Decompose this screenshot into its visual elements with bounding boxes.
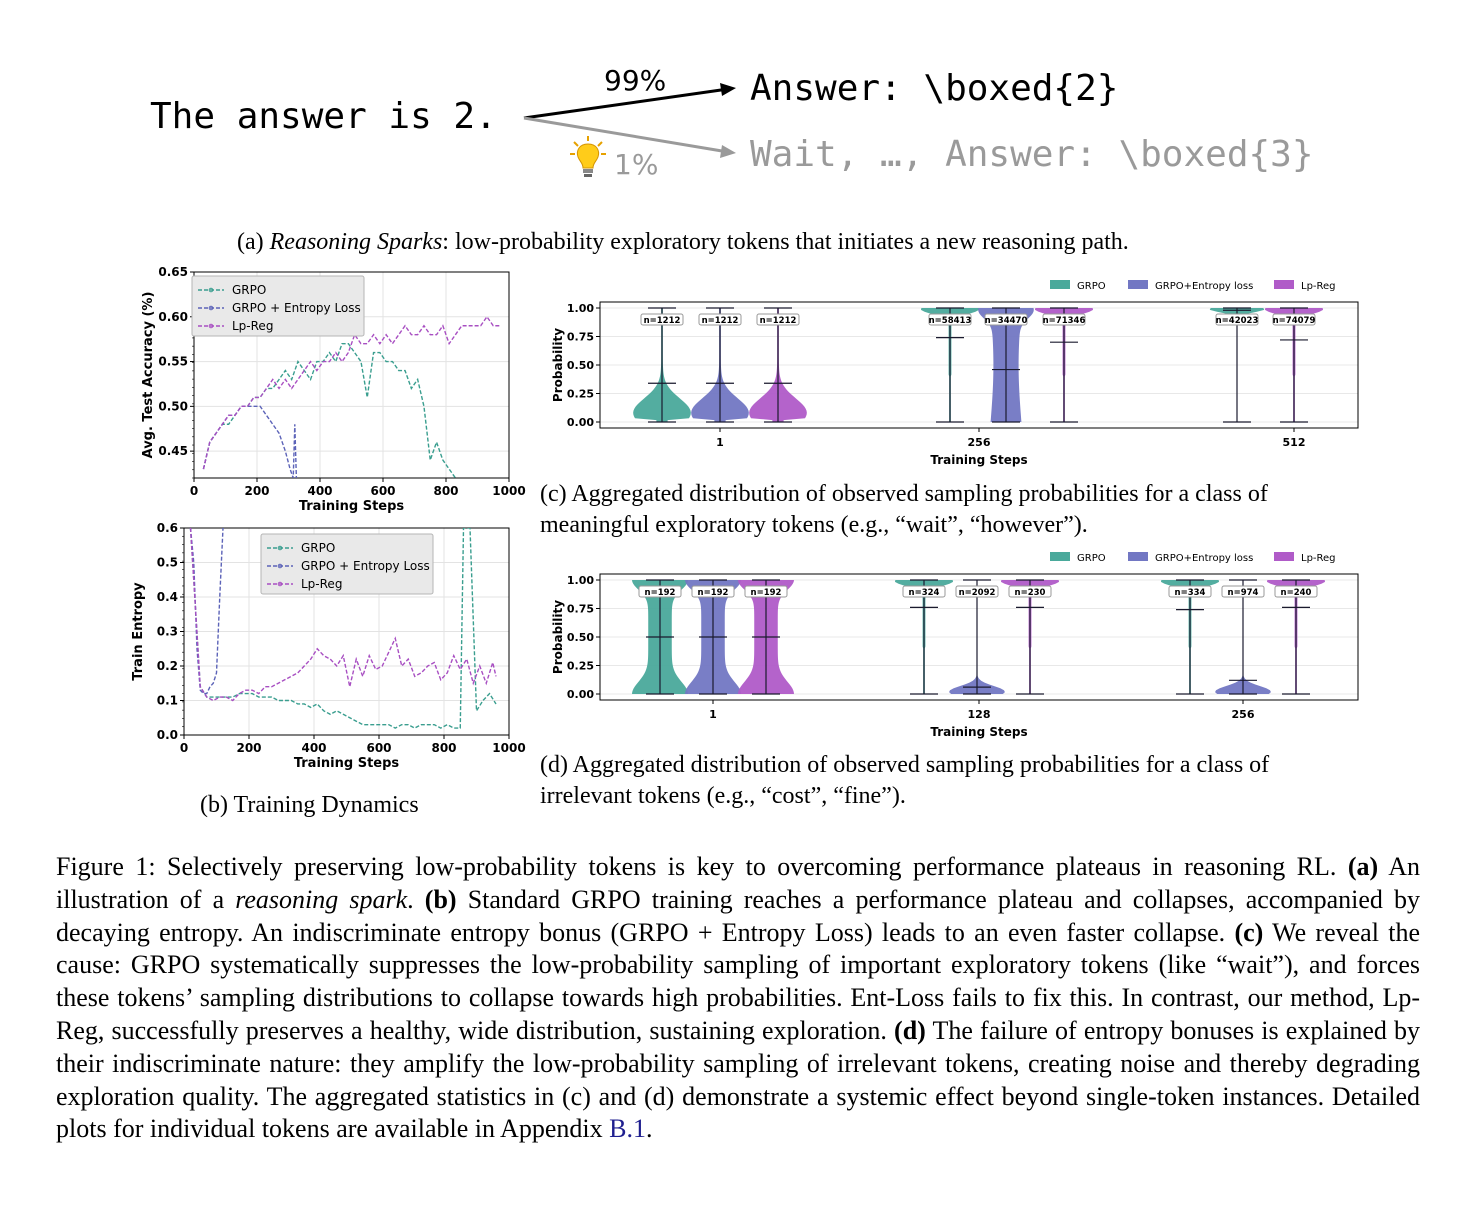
y-tick-label: 0.75: [566, 602, 594, 616]
x-axis-label: Training Steps: [930, 725, 1028, 739]
y-tick-label: 0.75: [566, 330, 594, 344]
y-axis-label: Probability: [551, 327, 565, 403]
y-tick-label: 0.45: [158, 444, 188, 459]
y-tick-label: 0.65: [158, 265, 188, 279]
count-label: n=42023: [1215, 316, 1259, 326]
y-axis-label: Train Entropy: [131, 582, 146, 681]
x-tick-label: 1: [709, 708, 717, 721]
y-tick-label: 0.2: [156, 659, 178, 673]
count-label: n=192: [750, 588, 782, 598]
legend-label: GRPO: [1077, 281, 1106, 292]
violin-chart-d: [540, 544, 1370, 739]
legend-label: GRPO + Entropy Loss: [232, 301, 361, 315]
y-tick-label: 1.00: [566, 302, 594, 315]
y-tick-label: 0.6: [156, 521, 178, 535]
x-tick-label: 1: [716, 436, 724, 449]
y-tick-label: 0.3: [156, 624, 178, 639]
y-tick-label: 0.25: [566, 659, 594, 673]
count-label: n=58413: [928, 316, 972, 326]
legend-swatch: [1050, 280, 1070, 289]
x-tick-label: 1000: [492, 484, 526, 498]
legend-swatch: [1128, 552, 1148, 561]
figure-caption: Figure 1: Selectively preserving low-probability tokens is key to overcoming performance plateaus in reasoning RL. (a) An illustration of a reasoning spark. (b) Standard GRPO training reaches a performance plateau and collapses, accompanied by decaying entropy. An indiscriminate entropy bonus (GRPO + Entropy Loss) leads to an even faster collapse. (c) We reveal the cause: GRPO systematically suppresses the low-probability sampling of important exploratory tokens (like “wait”), and forces these tokens’ sampling distributions to collapse towards high probabilities. Ent-Loss fails to fix this. In contrast, our method, Lp-Reg, successfully preserves a healthy, wide distribution, sustaining exploration. (d) The failure of entropy bonuses is explained by their indiscriminate nature: they amplify the low-probability sampling of irrelevant tokens, creating noise and thereby degrading exploration quality. The aggregated statistics in (c) and (d) demonstrate a systemic effect beyond single-token instances. Detailed plots for individual tokens are available in Appendix B.1.: [56, 852, 1420, 1144]
count-label: n=192: [697, 588, 729, 598]
entropy-chart: [130, 518, 526, 776]
x-tick-label: 0: [179, 741, 189, 755]
legend-label: GRPO: [301, 541, 336, 555]
x-axis-label: Training Steps: [930, 453, 1028, 467]
count-label: n=974: [1227, 588, 1259, 598]
x-tick-label: 256: [1231, 708, 1255, 721]
count-label: n=1212: [643, 316, 681, 326]
x-axis-label: Training Steps: [293, 756, 400, 771]
legend-label: GRPO+Entropy loss: [1155, 281, 1254, 292]
legend-label: Lp-Reg: [232, 319, 274, 333]
count-label: n=334: [1174, 588, 1206, 598]
legend-swatch: [1050, 552, 1070, 561]
accuracy-chart: [120, 262, 526, 522]
x-tick-label: 1000: [492, 741, 526, 755]
x-tick-label: 800: [431, 741, 457, 755]
x-tick-label: 512: [1282, 436, 1306, 449]
y-tick-label: 0.25: [566, 387, 594, 401]
y-tick-label: 0.00: [566, 416, 594, 429]
count-label: n=74079: [1272, 316, 1316, 326]
y-tick-label: 0.00: [566, 688, 594, 701]
x-tick-label: 200: [244, 484, 270, 498]
source-text: The answer is 2.: [150, 96, 497, 137]
legend-label: Lp-Reg: [1301, 281, 1336, 292]
count-label: n=1212: [759, 316, 797, 326]
legend-label: GRPO+Entropy loss: [1155, 553, 1254, 564]
x-tick-label: 128: [967, 708, 991, 721]
violin-chart-c: [540, 272, 1370, 467]
count-label: n=34470: [984, 316, 1028, 326]
y-tick-label: 0.1: [156, 693, 178, 708]
y-tick-label: 0.5: [156, 555, 178, 570]
legend-swatch: [1128, 280, 1148, 289]
y-tick-label: 0.50: [158, 399, 188, 414]
legend-label: GRPO: [232, 283, 267, 297]
panel-c-caption: (c) Aggregated distribution of observed sampling probabilities for a class of meaningful exploratory tokens (e.g., “wait”, “however”).: [540, 481, 1268, 538]
x-tick-label: 800: [433, 484, 459, 498]
y-tick-label: 1.00: [566, 574, 594, 587]
panel-a-caption: (a) Reasoning Sparks: low-probability exploratory tokens that initiates a new reasoning path.: [237, 229, 1129, 255]
panel-d-caption: (d) Aggregated distribution of observed sampling probabilities for a class of irrelevant tokens (e.g., “cost”, “fine”).: [540, 752, 1270, 809]
panel-b-caption: (b) Training Dynamics: [200, 792, 419, 818]
count-label: n=192: [644, 588, 676, 598]
y-tick-label: 0.4: [156, 590, 178, 604]
y-tick-label: 0.55: [158, 354, 188, 369]
y-tick-label: 0.0: [156, 728, 178, 742]
y-tick-label: 0.60: [158, 309, 188, 324]
branch-arrows: [520, 80, 750, 190]
count-label: n=240: [1280, 588, 1312, 598]
y-axis-label: Probability: [551, 599, 565, 675]
count-label: n=324: [908, 588, 940, 598]
bottom-probability: 1%: [614, 148, 659, 181]
appendix-link[interactable]: B.1: [609, 1114, 646, 1144]
legend-swatch: [1274, 280, 1294, 289]
legend-swatch: [1274, 552, 1294, 561]
legend-label: GRPO + Entropy Loss: [301, 559, 430, 573]
x-tick-label: 0: [189, 484, 199, 498]
x-tick-label: 400: [301, 741, 327, 755]
count-label: n=1212: [701, 316, 739, 326]
x-tick-label: 600: [370, 484, 396, 498]
y-axis-label: Avg. Test Accuracy (%): [141, 291, 156, 459]
count-label: n=71346: [1042, 316, 1086, 326]
x-tick-label: 256: [967, 436, 991, 449]
top-answer: Answer: \boxed{2}: [750, 68, 1119, 109]
series-line-lp-reg: [203, 317, 499, 469]
series-line-grpo-entropy-loss: [203, 406, 296, 478]
bottom-answer: Wait, …, Answer: \boxed{3}: [750, 134, 1314, 175]
legend-label: Lp-Reg: [1301, 553, 1336, 564]
x-tick-label: 600: [366, 741, 392, 755]
top-probability: 99%: [604, 64, 667, 97]
lightbulb-icon: [568, 134, 608, 180]
count-label: n=2092: [958, 588, 996, 598]
series-line-grpo: [203, 344, 455, 478]
x-tick-label: 400: [307, 484, 333, 498]
y-tick-label: 0.50: [566, 359, 594, 372]
x-tick-label: 200: [236, 741, 262, 755]
legend-label: Lp-Reg: [301, 577, 343, 591]
legend-label: GRPO: [1077, 553, 1106, 564]
count-label: n=230: [1014, 588, 1046, 598]
y-tick-label: 0.50: [566, 631, 594, 644]
series-line-grpo-entropy-loss: [191, 528, 224, 694]
x-axis-label: Training Steps: [298, 499, 405, 514]
